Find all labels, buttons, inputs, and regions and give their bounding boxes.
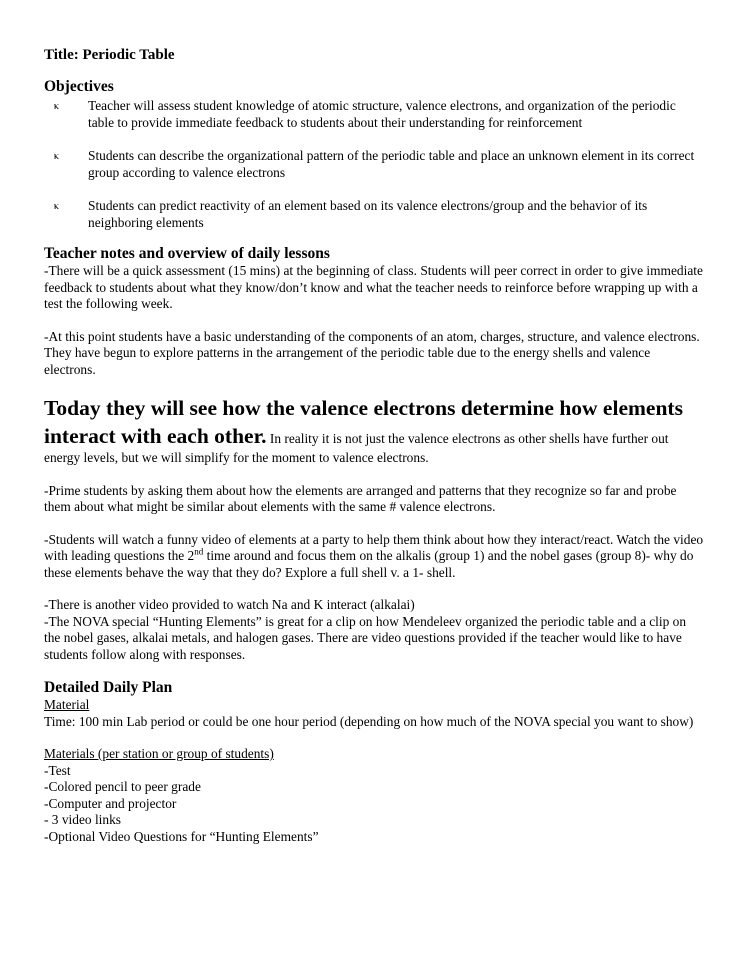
objective-item [44, 198, 705, 231]
plan-heading: Detailed Daily Plan [44, 679, 173, 696]
document-title: Title: Periodic Table [44, 47, 175, 63]
materials-item: -Computer and projector [44, 795, 177, 811]
overview-heading: Teacher notes and overview of daily lessons [44, 245, 330, 262]
overview-paragraph [44, 532, 705, 582]
objective-text: Students can predict reactivity of an element based on its valence electrons/group and the behavior of its neighboring elements [88, 198, 648, 230]
bullet-icon: ⲕ [54, 200, 60, 212]
materials-item: -Test [44, 762, 71, 778]
objectives-list [44, 98, 705, 231]
video-text-b: time around and focus them on the alkalis (group 1) and the nobel gases (group 8)- why do these elements behave the way that they do? Explore a full shell v. a 1- shell. [44, 548, 694, 580]
materials-item: -Colored pencil to peer grade [44, 779, 201, 794]
bullet-icon: ⲕ [54, 100, 60, 112]
video-text-a: -Students will watch a funny video of elements at a party to help them think about how they interact/react. Watch the video with leading questions the 2 [44, 531, 704, 563]
objectives-heading: Objectives [44, 78, 114, 95]
material-label: Material [44, 697, 90, 712]
overview-paragraph: -Prime students by asking them about how the elements are arranged and patterns that they recognize so far and probe them about what might be similar about elements with the same # valence electrons. [44, 482, 677, 514]
highlight-statement: Today they will see how the valence electrons determine how elements interact with each other. [44, 396, 683, 448]
overview-paragraph: -There will be a quick assessment (15 mins) at the beginning of class. Students will peer correct in order to give immediate feedback to students about what they know/don’t know and what the teacher needs to reinforce before wrapping up with a test the following week. [44, 263, 703, 311]
objective-item [44, 148, 705, 181]
bullet-icon: ⲕ [54, 150, 60, 162]
time-text: Time: 100 min Lab period or could be one hour period (depending on how much of the NOVA special you want to show) [44, 713, 694, 729]
overview-paragraph: -At this point students have a basic understanding of the components of an atom, charges, structure, and valence electrons. They have begun to explore patterns in the arrangement of the periodic table due to the energy shells and valence electrons. [44, 328, 700, 377]
materials-item: -Optional Video Questions for “Hunting Elements” [44, 828, 319, 844]
overview-paragraph: -The NOVA special “Hunting Elements” is great for a clip on how Mendeleev organized the periodic table and a clip on the nobel gases, alkalai metals, and halogen gases. There are video questions provided if the teacher would like to have students follow along with responses. [44, 613, 687, 662]
ordinal-superscript: nd [194, 546, 204, 557]
highlight-followup: In reality it is not just the valence electrons as other shells have further out energy levels, but we will simplify for the moment to valence electrons. [44, 431, 669, 465]
objective-item [44, 98, 705, 131]
objective-text: Students can describe the organizational pattern of the periodic table and place an unknown element in its correct group according to valence electrons [88, 148, 695, 180]
overview-paragraph: -There is another video provided to watch Na and K interact (alkalai) [44, 597, 415, 612]
materials-item: - 3 video links [44, 812, 121, 827]
objective-text: Teacher will assess student knowledge of atomic structure, valence electrons, and organization of the periodic table to provide immediate feedback to students about their understanding for reinforcement [88, 98, 676, 130]
materials-label: Materials (per station or group of students) [44, 746, 274, 761]
highlight-paragraph [44, 394, 705, 467]
